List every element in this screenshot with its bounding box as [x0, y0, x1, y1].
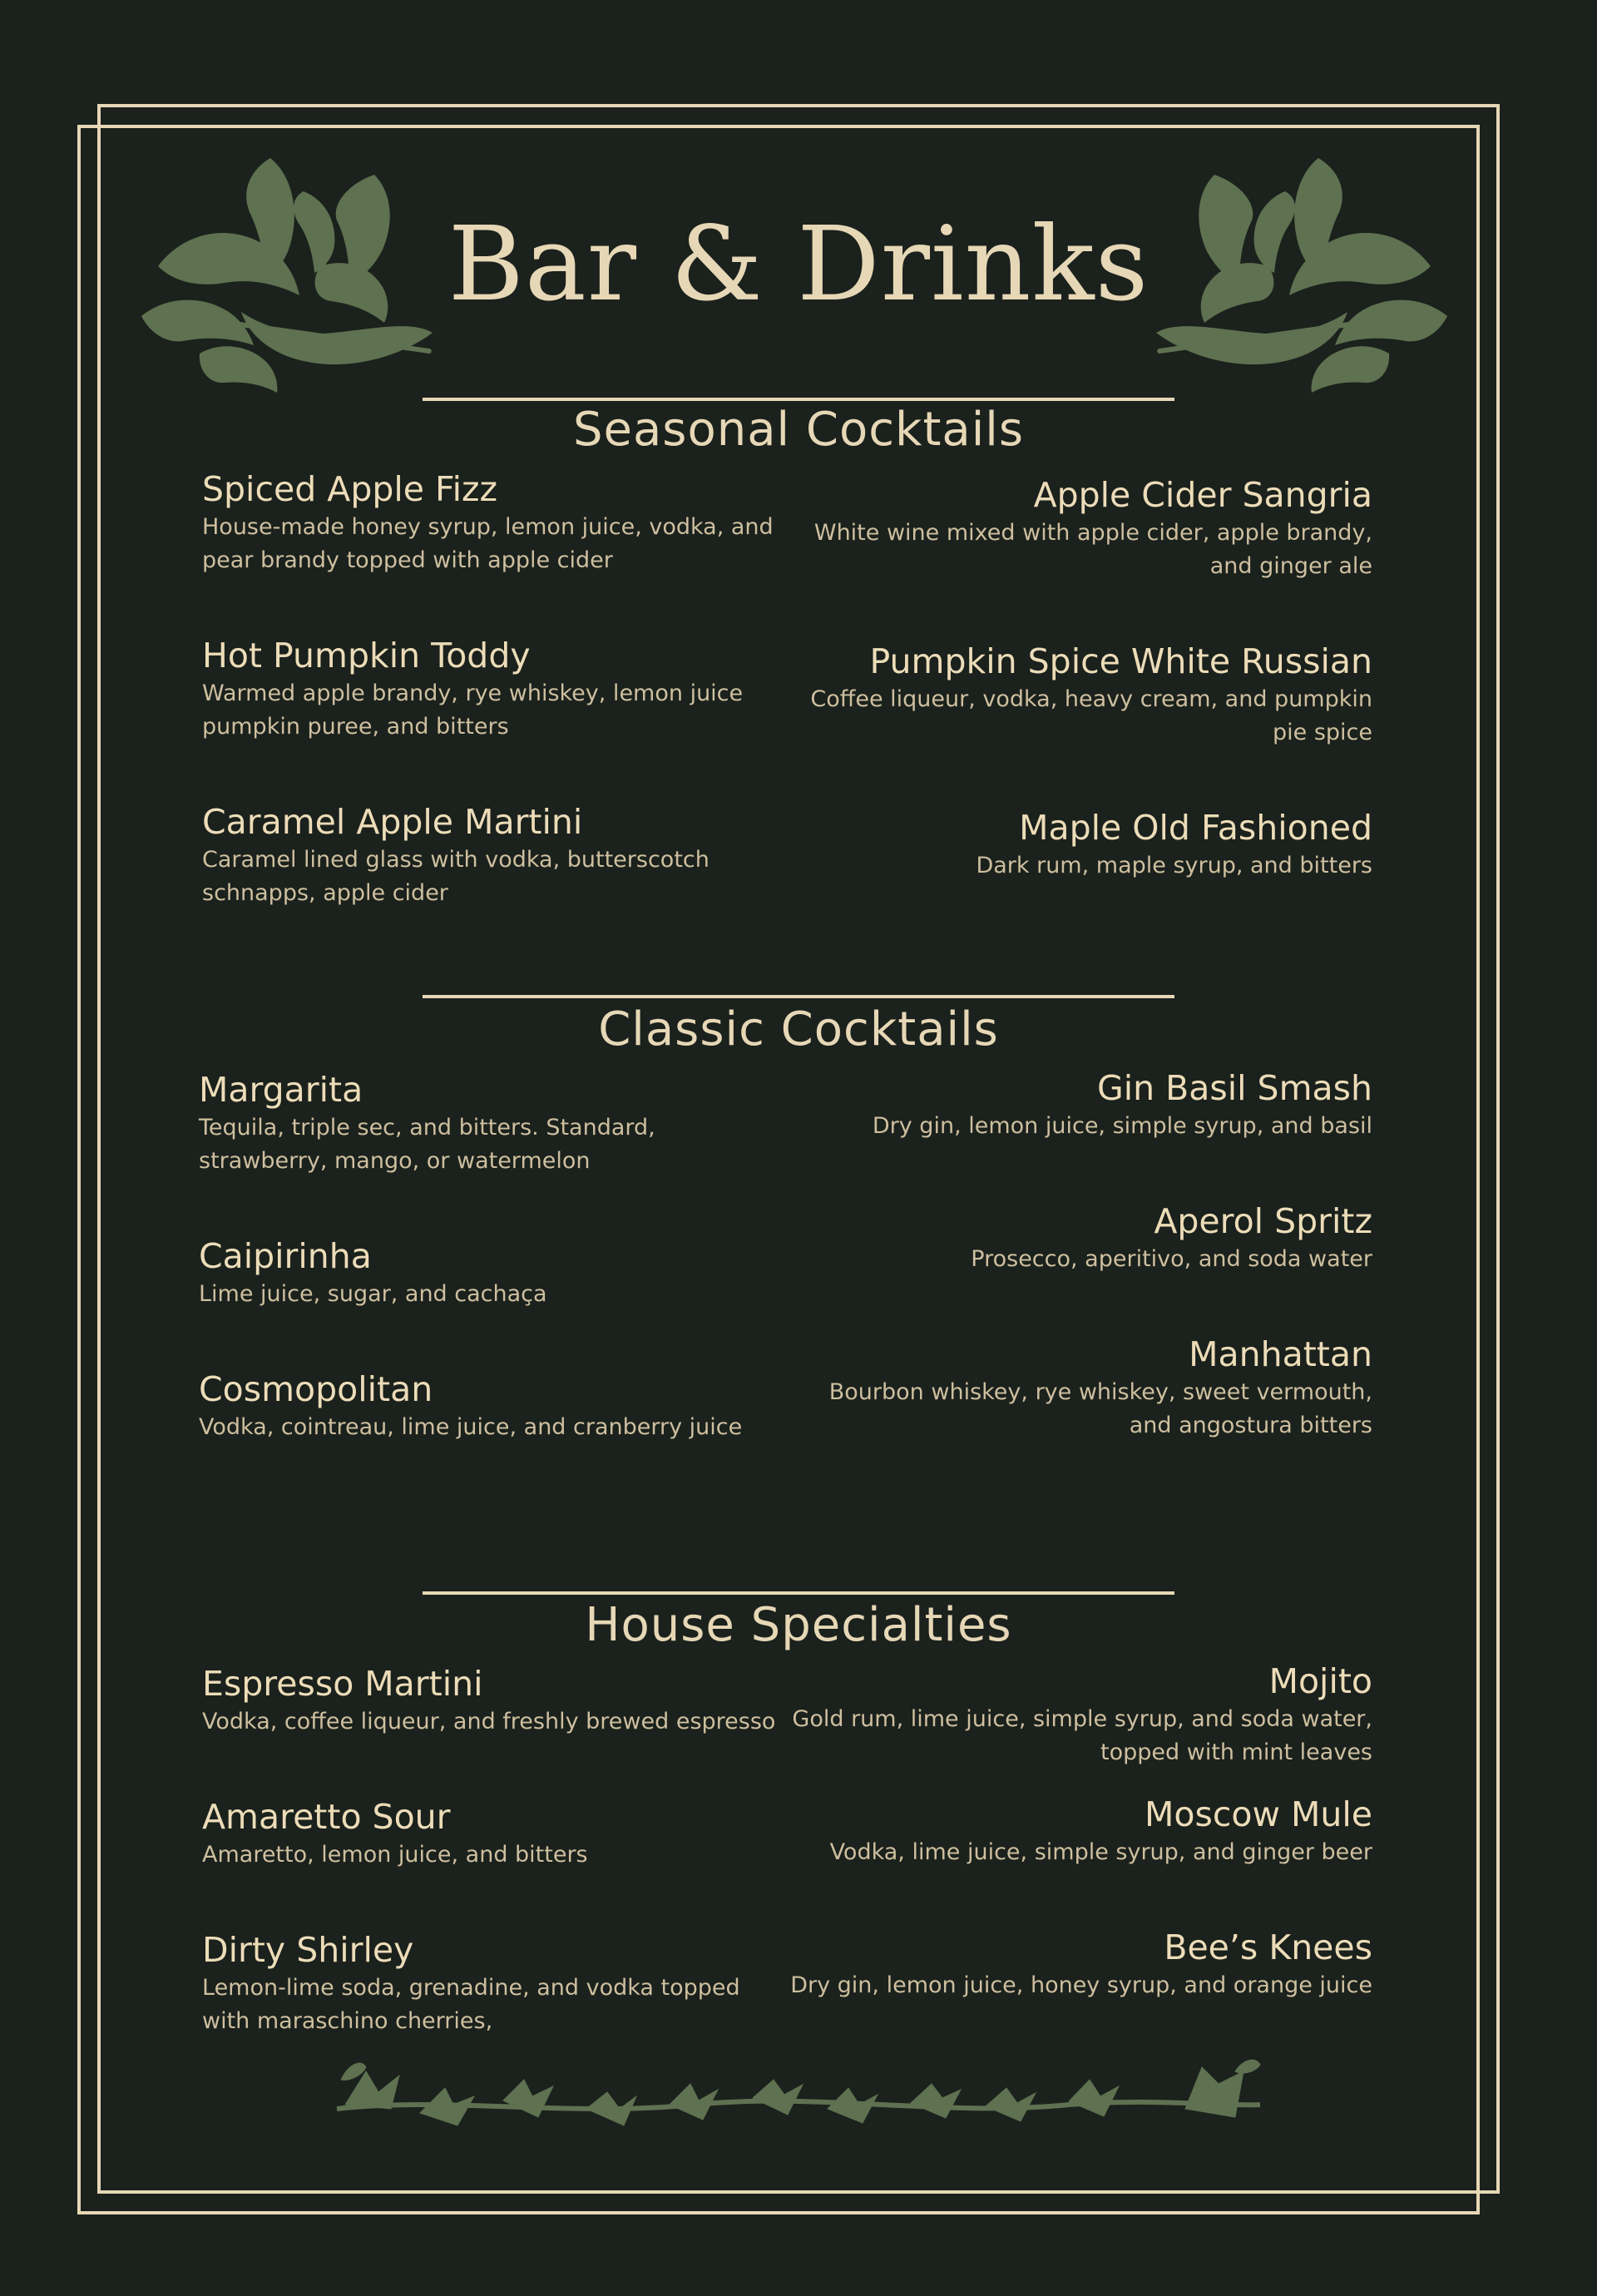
vine-divider-icon [320, 2046, 1277, 2146]
item-name: Manhattan [1189, 1334, 1372, 1374]
item-name: Cosmopolitan [199, 1369, 433, 1409]
item-name: Hot Pumpkin Toddy [202, 636, 531, 675]
item-description: Tequila, triple sec, and bitters. Standard, strawberry, mango, or watermelon [199, 1115, 655, 1174]
menu-item [757, 473, 1372, 583]
menu-item [202, 1795, 818, 1872]
menu-item [202, 800, 818, 910]
menu-item [757, 1200, 1372, 1276]
item-description: Warmed apple brandy, rye whiskey, lemon juice pumpkin puree, and bitters [202, 680, 744, 740]
menu-item [202, 634, 818, 744]
item-name: Aperol Spritz [1154, 1201, 1372, 1241]
item-description: Dry gin, lemon juice, honey syrup, and orange juice [790, 1972, 1372, 1998]
menu-item [199, 1235, 814, 1311]
section-divider [423, 995, 1174, 998]
item-description: White wine mixed with apple cider, apple brandy, and ginger ale [813, 520, 1372, 579]
item-name: Espresso Martini [202, 1664, 483, 1704]
item-name: Gin Basil Smash [1096, 1068, 1372, 1108]
menu-item [757, 1066, 1372, 1143]
item-description: Vodka, lime juice, simple syrup, and ginger beer [829, 1839, 1372, 1865]
item-description: Prosecco, aperitivo, and soda water [971, 1246, 1372, 1272]
item-description: House-made honey syrup, lemon juice, vodka, and pear brandy topped with apple cider [202, 514, 774, 573]
item-description: Vodka, cointreau, lime juice, and cranberry juice [199, 1414, 743, 1440]
item-name: Bee’s Knees [1164, 1927, 1372, 1967]
menu-item [202, 1662, 818, 1739]
menu-item [202, 1928, 818, 2038]
item-name: Apple Cider Sangria [1033, 475, 1372, 515]
item-name: Caipirinha [199, 1236, 372, 1276]
section-title-classic: Classic Cocktails [598, 1002, 999, 1056]
item-description: Lime juice, sugar, and cachaça [199, 1281, 547, 1307]
item-name: Pumpkin Spice White Russian [869, 641, 1372, 681]
item-name: Caramel Apple Martini [202, 802, 583, 842]
menu-item [757, 1926, 1372, 2002]
section-title-house: House Specialties [585, 1598, 1012, 1652]
item-name: Maple Old Fashioned [1019, 808, 1372, 848]
item-description: Bourbon whiskey, rye whiskey, sweet vermouth, and angostura bitters [828, 1379, 1372, 1438]
page-title: Bar & Drinks [447, 205, 1150, 324]
item-description: Amaretto, lemon juice, and bitters [202, 1842, 588, 1868]
menu-item [757, 1660, 1372, 1769]
item-description: Dark rum, maple syrup, and bitters [976, 853, 1372, 878]
item-name: Margarita [199, 1070, 363, 1110]
item-name: Amaretto Sour [202, 1797, 451, 1837]
item-name: Moscow Mule [1145, 1794, 1372, 1834]
item-name: Mojito [1268, 1661, 1372, 1701]
item-name: Dirty Shirley [202, 1930, 414, 1970]
item-description: Lemon-lime soda, grenadine, and vodka topped with maraschino cherries, [202, 1975, 740, 2034]
item-description: Dry gin, lemon juice, simple syrup, and basil [872, 1113, 1372, 1139]
section-divider [423, 1591, 1174, 1595]
menu-item [202, 468, 818, 577]
menu-item [757, 1333, 1372, 1442]
item-description: Vodka, coffee liqueur, and freshly brewed espresso [202, 1709, 776, 1734]
menu-item [757, 806, 1372, 883]
item-name: Spiced Apple Fizz [202, 469, 498, 509]
menu-item [757, 1793, 1372, 1869]
menu-item [199, 1068, 814, 1178]
item-description: Caramel lined glass with vodka, butterscotch schnapps, apple cider [202, 847, 710, 906]
item-description: Gold rum, lime juice, simple syrup, and soda water, topped with mint leaves [792, 1706, 1372, 1765]
menu-item [199, 1368, 814, 1444]
menu-item [757, 640, 1372, 750]
section-title-seasonal: Seasonal Cocktails [572, 403, 1025, 457]
item-description: Coffee liqueur, vodka, heavy cream, and pumpkin pie spice [810, 686, 1372, 745]
